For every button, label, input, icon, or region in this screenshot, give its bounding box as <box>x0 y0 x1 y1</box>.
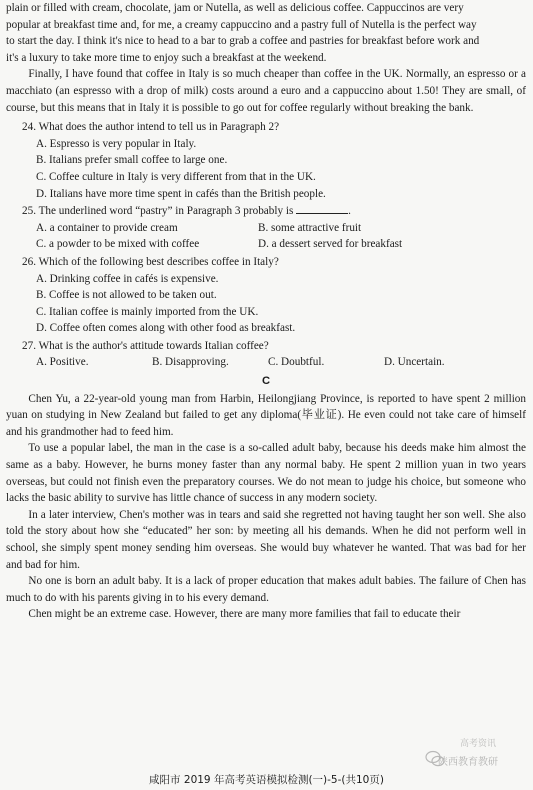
passage-c-para5: Chen might be an extreme case. However, there are many more families that fail to educate their <box>28 608 461 621</box>
option-c: C. Doubtful. <box>268 356 325 369</box>
passage-c-para4: No one is born an adult baby. It is a lack of proper education that makes adult babies. The failure of Chen has much to do with his parents giving in to his every demand. <box>6 575 526 604</box>
option-d: D. Coffee often comes along with other food as breakfast. <box>36 322 296 335</box>
question-stem <box>22 203 526 220</box>
question-stem-end: . <box>348 205 351 218</box>
option-row <box>36 236 526 253</box>
option-b: B. Italians prefer small coffee to large one. <box>36 154 228 167</box>
question-stem: 24. What does the author intend to tell us in Paragraph 2? <box>22 121 280 134</box>
watermark <box>420 734 524 772</box>
option-a: A. Drinking coffee in cafés is expensive. <box>36 272 219 285</box>
watermark-line1: 高考资讯 <box>460 739 497 749</box>
exam-page <box>6 0 526 623</box>
text-line: plain or filled with cream, chocolate, jam or Nutella, as well as delicious coffee. Cappuccinos are very <box>6 2 464 14</box>
option-c: C. a powder to be mixed with coffee <box>36 238 200 251</box>
option-a: A. Positive. <box>36 356 89 369</box>
text-line: popular at breakfast time and, for me, a creamy cappuccino and a pastry full of Nutella is the perfect way <box>6 18 477 31</box>
option-d: D. a dessert served for breakfast <box>258 238 403 251</box>
passage-c-para3: In a later interview, Chen's mother was in tears and said she regretted not having taught her son well. She also told the story about how she “educated” her son: by meeting all his demands. When he did not perform well in school, she simply spent money sending him overseas. She would buy whatever he wanted. That was bad for her and bad for him. <box>6 508 526 571</box>
option-b: B. Disapproving. <box>152 356 229 369</box>
passage-c <box>6 391 526 623</box>
text-line: it's a luxury to take more time to enjoy such a breakfast at the weekend. <box>6 51 327 64</box>
question-stem: 27. What is the author's attitude towards Italian coffee? <box>22 339 269 352</box>
question-stem-text: 25. The underlined word “pastry” in Paragraph 3 probably is <box>22 205 294 218</box>
question-27 <box>6 338 526 371</box>
passage-b-para4: Finally, I have found that coffee in Italy is so much cheaper than coffee in the UK. Normally, an espresso or a macchiato (an espresso with a drop of milk) costs around a euro and a cappuccino about 1.50! They are small, of course, but this means that in Italy it is possible to go out for coffee regularly without breaking the bank. <box>6 68 526 114</box>
option-row <box>36 354 526 371</box>
answer-blank <box>296 203 348 214</box>
option-c: C. Coffee culture in Italy is very different from that in the UK. <box>36 170 316 183</box>
passage-c-para2: To use a popular label, the man in the case is a so-called adult baby, because his deeds make him almost the same as a baby. However, he burns money faster than any normal baby. He spent 2 million yuan in two years overseas, but could not finish even the preparatory courses. We do not mean to judge his choice, but someone who lacks the basic ability to survive has little chance of success in any modern society. <box>6 442 526 505</box>
watermark-line2: 陕西教育教研 <box>438 757 498 768</box>
option-row <box>36 220 526 237</box>
question-26 <box>6 254 526 337</box>
question-24 <box>6 119 526 202</box>
page-footer: 咸阳市 2019 年高考英语模拟检测(一)-5-(共10页) <box>149 774 384 786</box>
question-25 <box>6 203 526 253</box>
option-b: B. Coffee is not allowed to be taken out. <box>36 289 217 302</box>
option-b: B. some attractive fruit <box>258 221 362 234</box>
question-stem: 26. Which of the following best describes coffee in Italy? <box>22 255 279 268</box>
section-heading: C <box>261 375 271 388</box>
passage-c-para1: Chen Yu, a 22-year-old young man from Harbin, Heilongjiang Province, is reported to have spent 2 million yuan on studying in New Zealand but failed to get any diploma(毕业证). He even could not take care of himself and his grandmother had to feed him. <box>6 392 526 438</box>
option-d: D. Italians have more time spent in cafés than the British people. <box>36 187 326 200</box>
option-a: A. a container to provide cream <box>36 221 178 234</box>
text-line: to start the day. I think it's nice to head to a bar to grab a coffee and pastries for breakfast before work and <box>6 35 480 48</box>
option-d: D. Uncertain. <box>384 356 445 369</box>
passage-b-para3-tail <box>6 0 526 66</box>
option-c: C. Italian coffee is mainly imported from the UK. <box>36 305 259 318</box>
option-a: A. Espresso is very popular in Italy. <box>36 137 197 150</box>
